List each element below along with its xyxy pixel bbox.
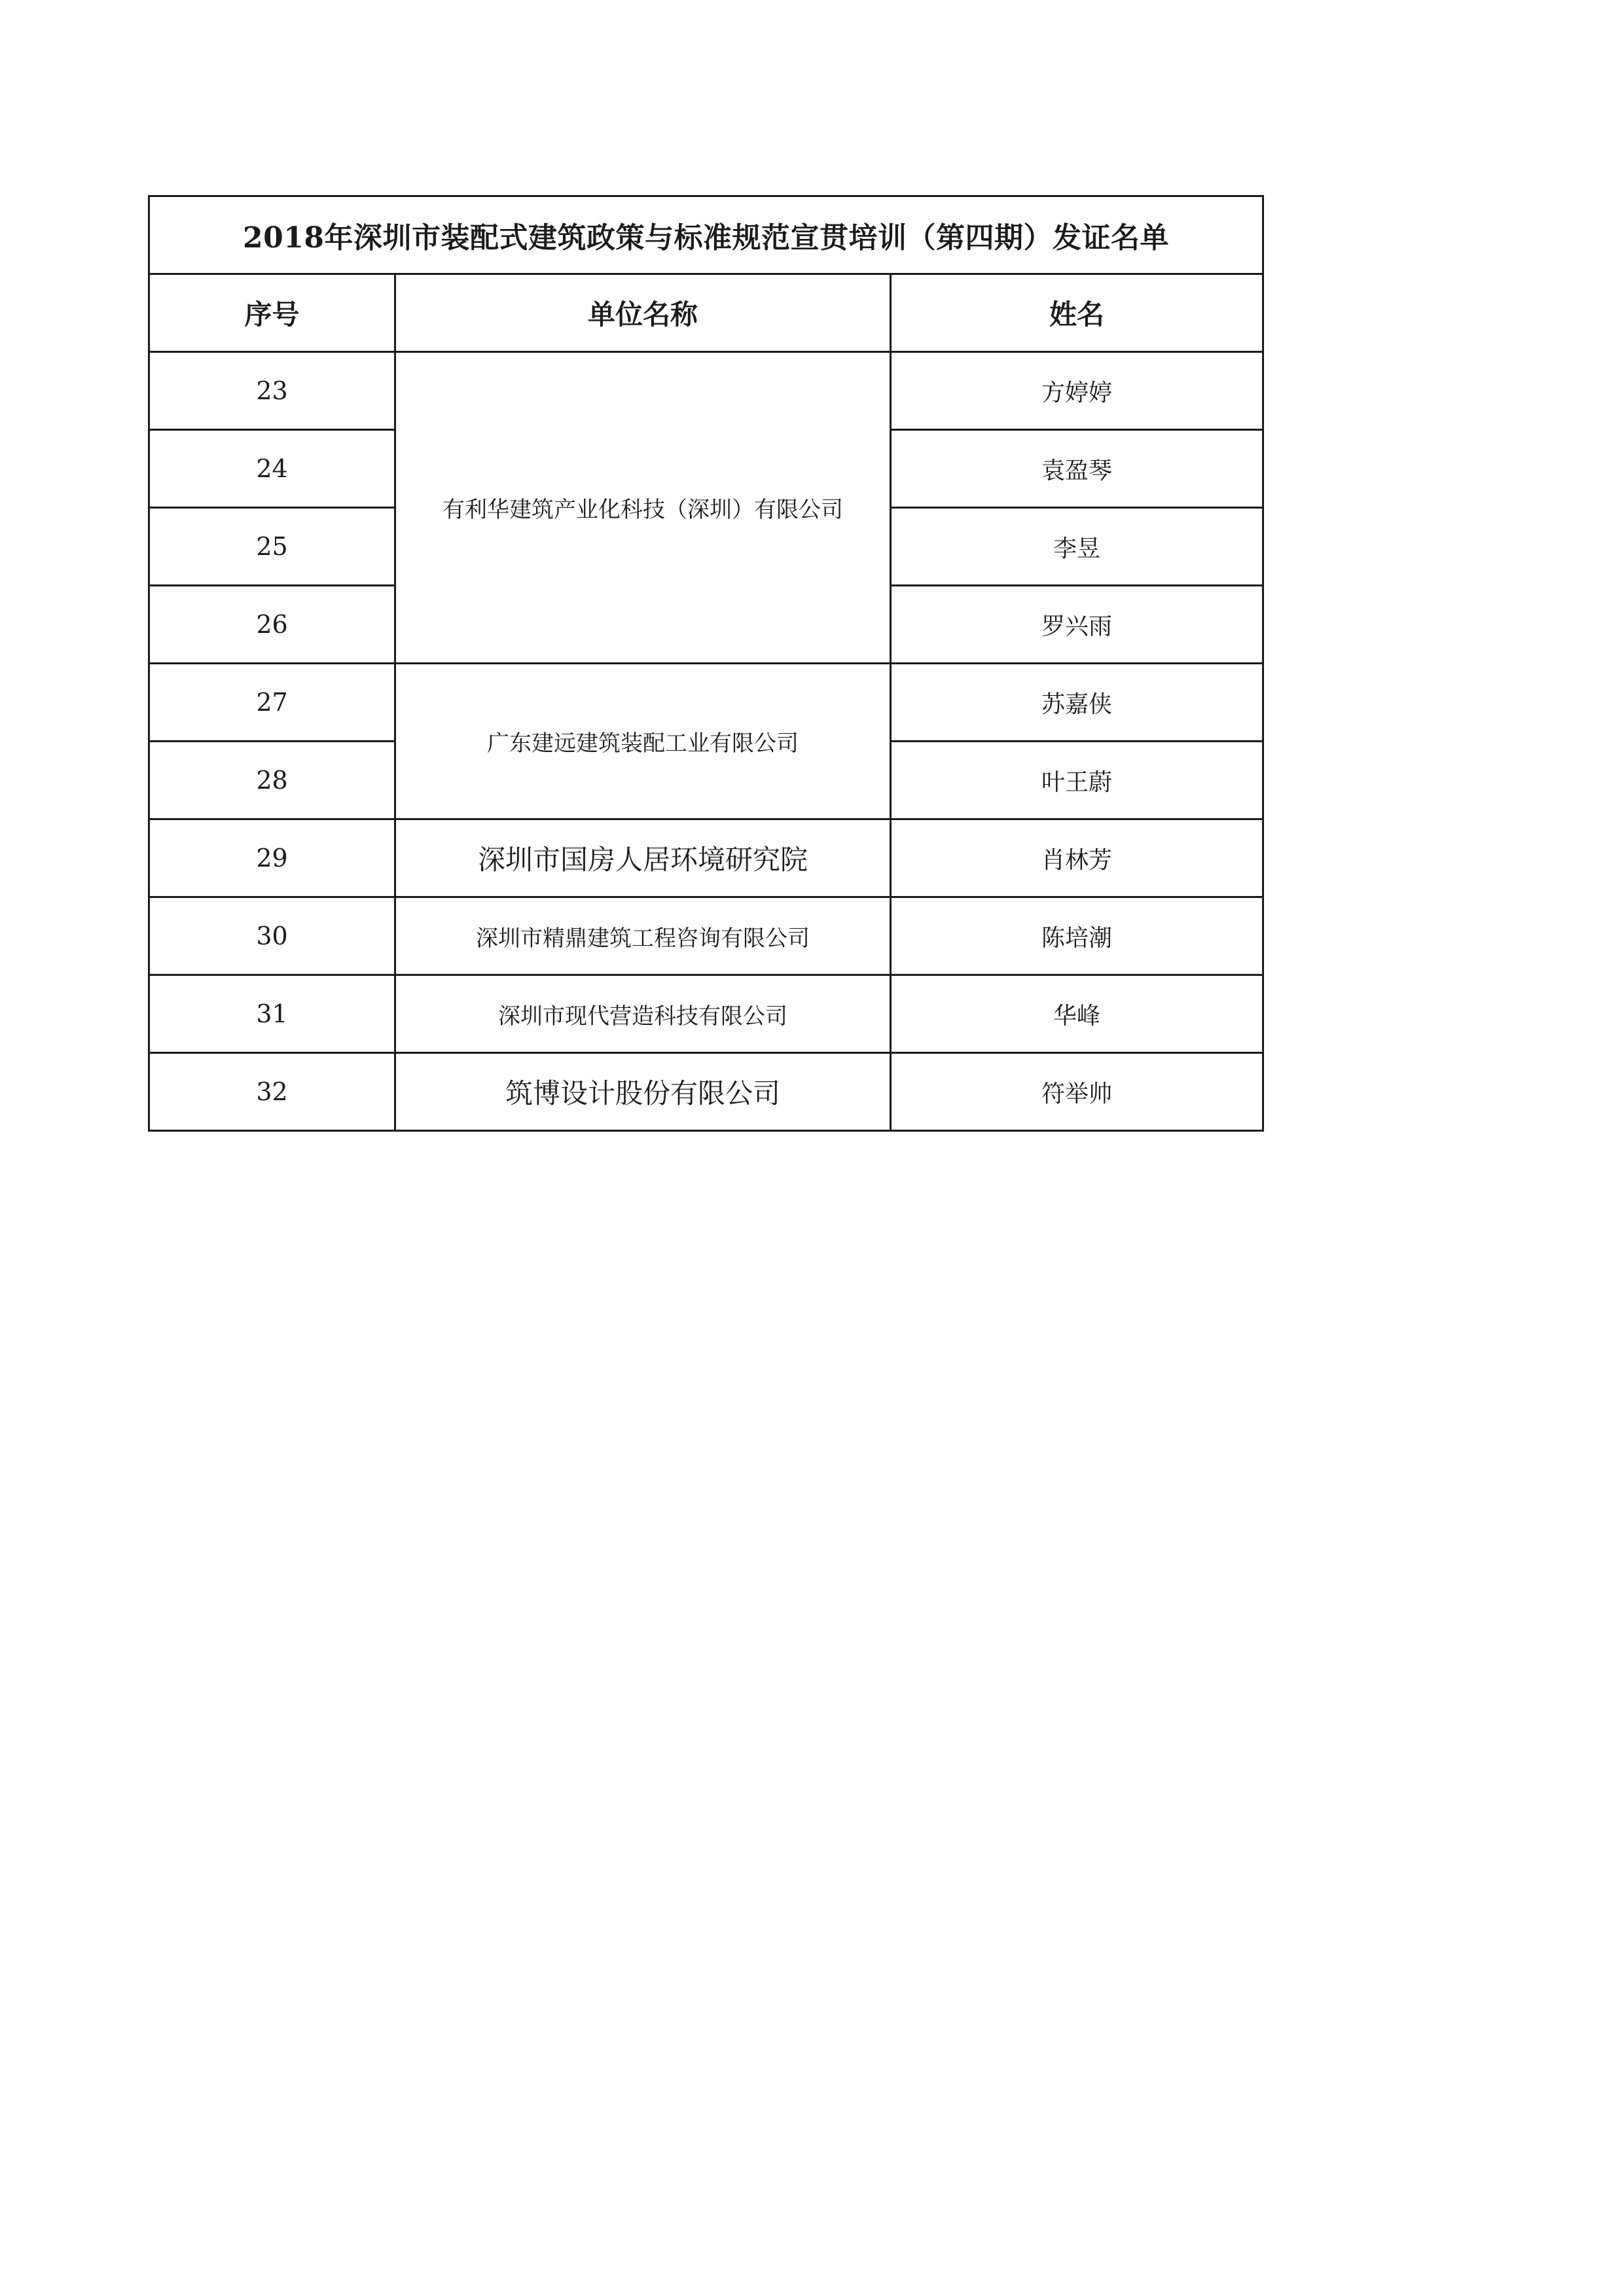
person-name: 罗兴雨	[891, 586, 1263, 664]
row-index: 24	[149, 430, 395, 508]
person-name: 陈培潮	[891, 897, 1263, 975]
person-name: 叶王蔚	[891, 742, 1263, 819]
row-index: 23	[149, 352, 395, 430]
row-index: 27	[149, 664, 395, 742]
unit-name-cell: 深圳市精鼎建筑工程咨询有限公司	[395, 897, 891, 975]
header-name: 姓名	[891, 274, 1263, 352]
header-row	[149, 274, 1263, 352]
unit-name-cell: 深圳市国房人居环境研究院	[395, 819, 891, 897]
row-index: 29	[149, 819, 395, 897]
unit-name-cell: 深圳市现代营造科技有限公司	[395, 975, 891, 1053]
person-name: 袁盈琴	[891, 430, 1263, 508]
row-index: 30	[149, 897, 395, 975]
header-index: 序号	[149, 274, 395, 352]
unit-name-cell: 筑博设计股份有限公司	[395, 1053, 891, 1131]
person-name: 肖林芳	[891, 819, 1263, 897]
table-row	[149, 819, 1263, 897]
person-name: 苏嘉侠	[891, 664, 1263, 742]
row-index: 25	[149, 508, 395, 586]
table-row	[149, 975, 1263, 1053]
unit-name-cell: 有利华建筑产业化科技（深圳）有限公司	[395, 352, 891, 664]
unit-name-cell: 广东建远建筑装配工业有限公司	[395, 664, 891, 819]
document-title: 2018年深圳市装配式建筑政策与标准规范宣贯培训（第四期）发证名单	[149, 196, 1263, 274]
row-index: 32	[149, 1053, 395, 1131]
person-name: 方婷婷	[891, 352, 1263, 430]
table-row	[149, 1053, 1263, 1131]
row-index: 31	[149, 975, 395, 1053]
table-row	[149, 664, 1263, 742]
person-name: 李昱	[891, 508, 1263, 586]
table-row	[149, 352, 1263, 430]
table-row	[149, 897, 1263, 975]
row-index: 26	[149, 586, 395, 664]
row-index: 28	[149, 742, 395, 819]
certificate-table	[148, 195, 1264, 1132]
person-name: 符举帅	[891, 1053, 1263, 1131]
title-row	[149, 196, 1263, 274]
person-name: 华峰	[891, 975, 1263, 1053]
certificate-list-sheet	[148, 195, 1262, 1132]
header-unit: 单位名称	[395, 274, 891, 352]
